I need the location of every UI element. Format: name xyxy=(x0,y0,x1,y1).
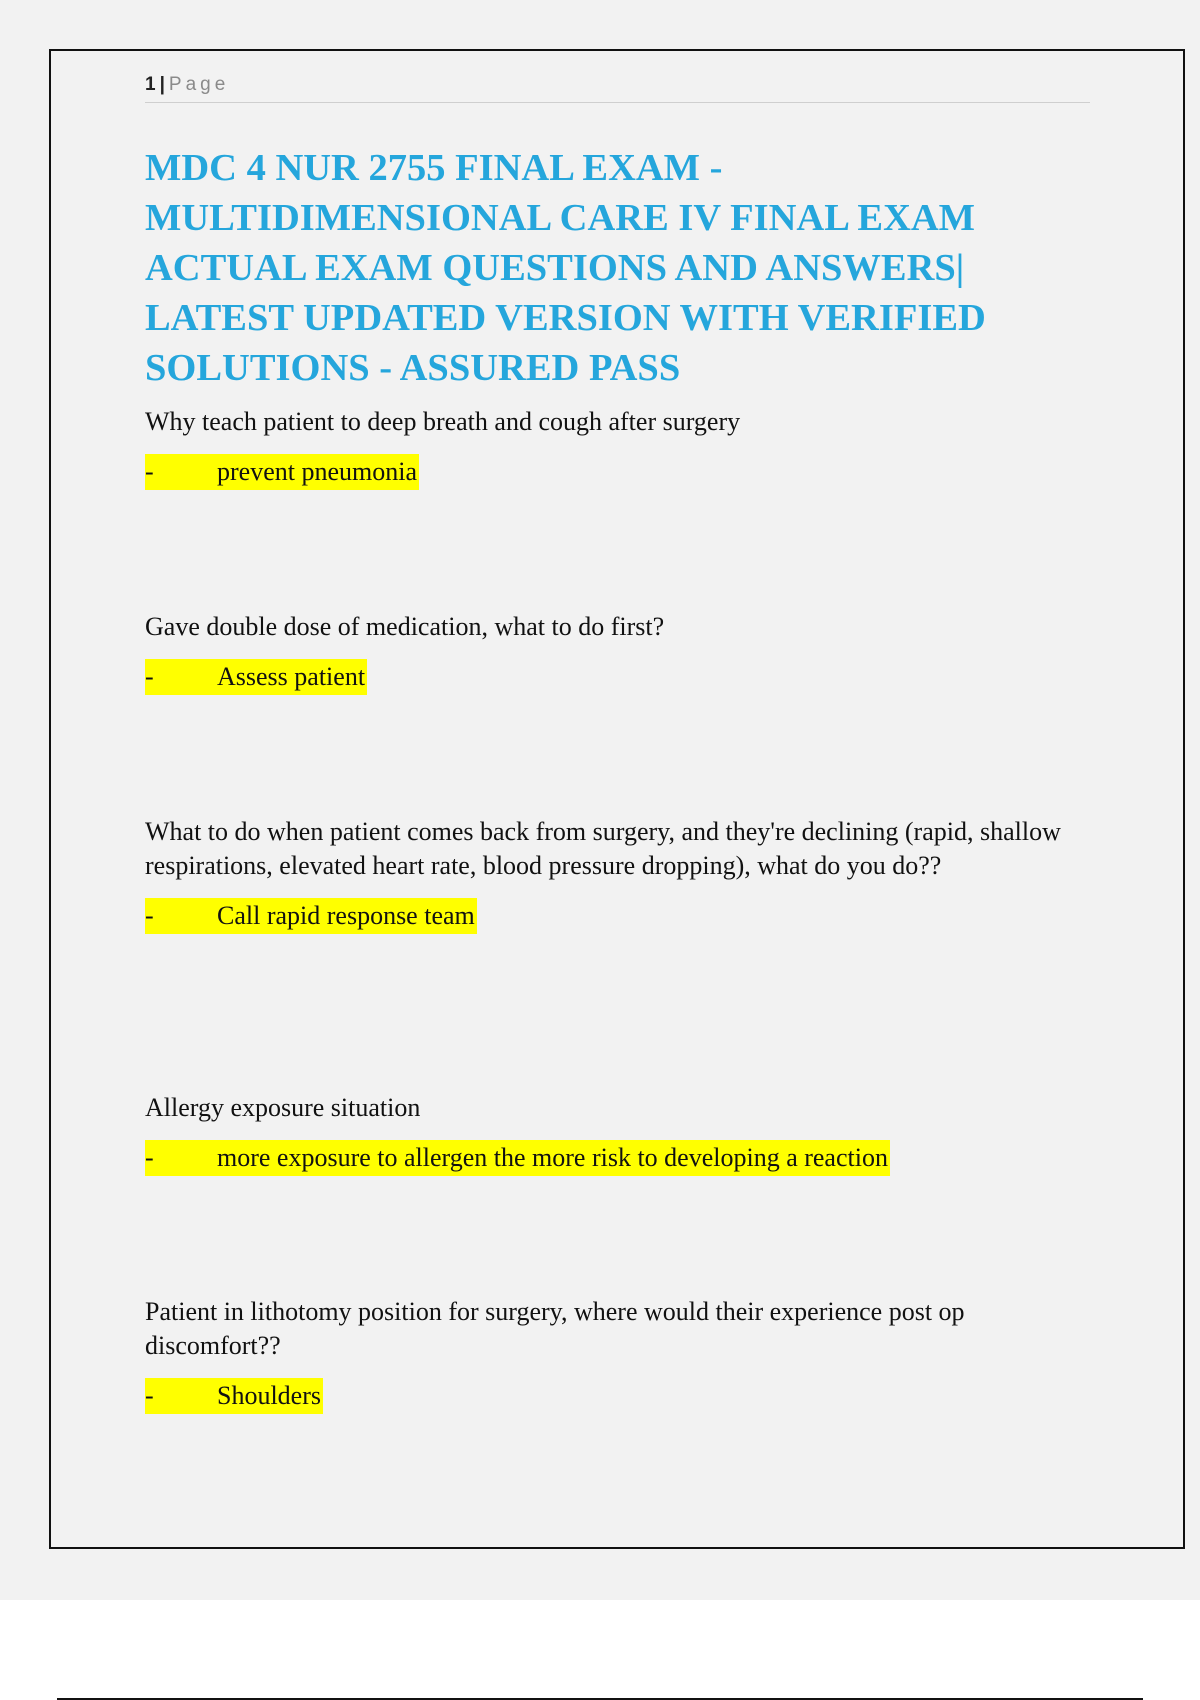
question-text: Allergy exposure situation xyxy=(145,1093,421,1122)
question-text: Gave double dose of medication, what to do first? xyxy=(145,612,665,641)
answer-line xyxy=(145,898,1075,934)
page-label: Page xyxy=(168,74,230,95)
question-text: Why teach patient to deep breath and cough after surgery xyxy=(145,407,741,436)
answer-bullet: - xyxy=(145,662,154,691)
answer-line xyxy=(145,659,1075,695)
page-number: 1 xyxy=(145,74,156,95)
answer-text: more exposure to allergen the more risk to developing a reaction xyxy=(217,1143,888,1172)
answer-bullet: - xyxy=(145,457,154,486)
qa-item xyxy=(145,815,1075,934)
answer-text: Assess patient xyxy=(217,662,366,691)
answer-highlight xyxy=(145,898,477,934)
answer-line xyxy=(145,1378,1075,1414)
answer-bullet: - xyxy=(145,1143,154,1172)
answer-highlight xyxy=(145,1140,890,1176)
answer-line xyxy=(145,1140,1075,1176)
answer-bullet: - xyxy=(145,1381,154,1410)
qa-item xyxy=(145,610,1075,695)
answer-highlight xyxy=(145,454,419,490)
qa-item xyxy=(145,1091,1075,1176)
answer-text: Shoulders xyxy=(217,1381,321,1410)
answer-highlight xyxy=(145,659,367,695)
answer-bullet: - xyxy=(145,901,154,930)
page-header xyxy=(145,70,1090,103)
qa-item xyxy=(145,1295,1075,1414)
answer-text: prevent pneumonia xyxy=(217,457,417,486)
answer-line xyxy=(145,454,1075,490)
answer-highlight xyxy=(145,1378,323,1414)
document-title: MDC 4 NUR 2755 FINAL EXAM - MULTIDIMENSIONAL CARE IV FINAL EXAM ACTUAL EXAM QUESTIONS AND ANSWERS| LATEST UPDATED VERSION WITH VERIFIED SOLUTIONS - ASSURED PASS xyxy=(145,147,986,389)
qa-item xyxy=(145,405,1075,490)
page-separator: | xyxy=(159,74,165,95)
question-text: Patient in lithotomy position for surgery, where would their experience post op discomfort?? xyxy=(145,1297,965,1360)
answer-text: Call rapid response team xyxy=(217,901,475,930)
question-text: What to do when patient comes back from surgery, and they're declining (rapid, shallow respirations, elevated heart rate, blood pressure dropping), what do you do?? xyxy=(145,817,1061,880)
